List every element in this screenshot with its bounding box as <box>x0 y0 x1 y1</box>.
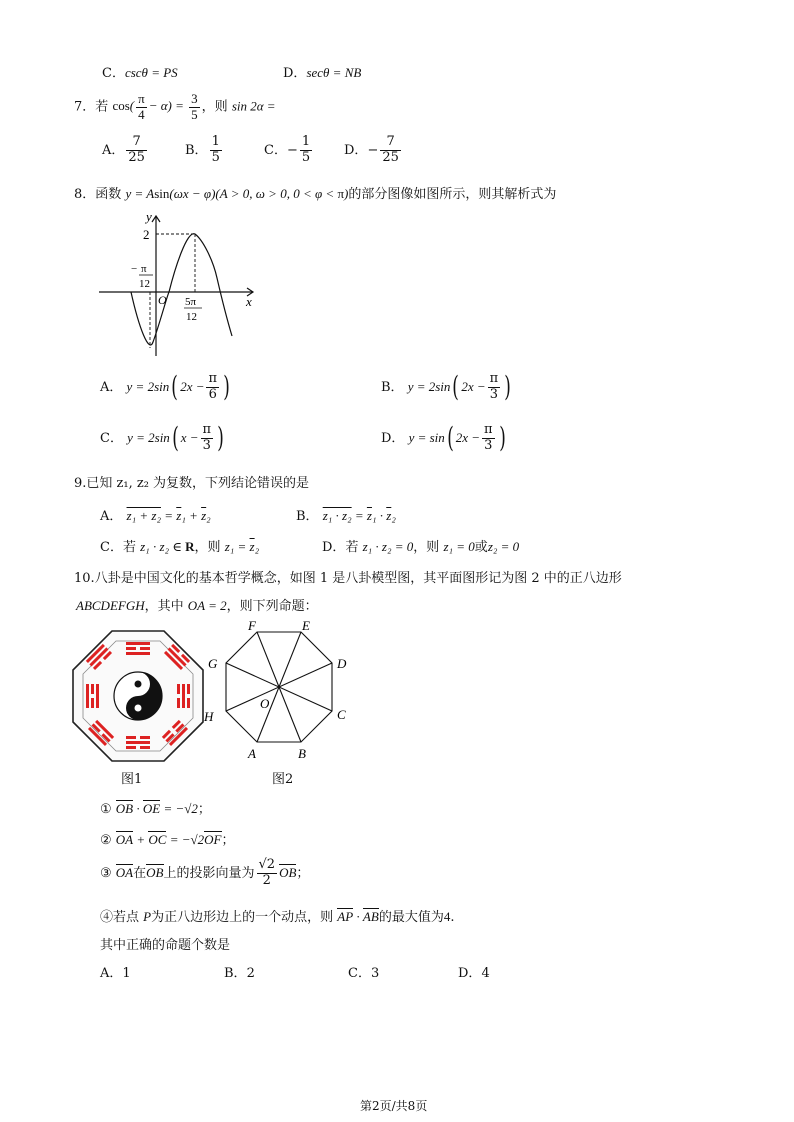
yin-yang-icon <box>114 672 162 720</box>
q9-option-d: D．若 z₁ · z₂ = 0，则 z₁ = 0或z₂ = 0 <box>322 539 520 555</box>
q10-option-d: D．4 <box>458 966 490 981</box>
q10-stem-line1: 10.八卦是中国文化的基本哲学概念，如图 1 是八卦模型图，其平面图形记为图 2 中的正八边形 <box>74 571 622 586</box>
q8-option-c: C． y = 2sin( x − $\frac{\pi}{3}$ ) <box>100 421 224 455</box>
q10-stem-line2: ABCDEFGH，其中 OA = 2，则下列命题： <box>76 598 318 614</box>
q10-option-b: B．2 <box>224 966 255 981</box>
right-tick-den: 12 <box>186 311 197 323</box>
left-tick-sign: − <box>131 263 138 275</box>
q9-option-c: C．若 z₁ · z₂ ∈ R，则 $z_1 = \overline{z}_2$ <box>100 539 260 555</box>
q9-option-b: B． $z_1 \cdot z_2 = \overline{z}_1 \cdot \overline{z}_2$ <box>296 508 396 524</box>
vertex-f: F <box>248 618 256 633</box>
y-axis-label: y <box>146 209 152 224</box>
octagon-figure <box>200 616 360 768</box>
amplitude-label: 2 <box>143 227 150 242</box>
q7-option-c: C．− $\frac{1}{5}$ <box>264 134 311 165</box>
vertex-b: B <box>298 746 306 761</box>
vertex-e: E <box>302 618 310 633</box>
q8-sine-graph <box>95 208 265 358</box>
q10-option-a: A．1 <box>100 966 131 981</box>
q6-option-d: D．secθ = NB <box>283 65 362 81</box>
vertex-c: C <box>337 707 346 722</box>
vertex-a: A <box>248 746 256 761</box>
vertex-d: D <box>337 656 347 671</box>
figure-1-caption: 图1 <box>121 772 143 787</box>
q6-option-c: C．cscθ = PS <box>102 65 178 81</box>
x-axis-label: x <box>246 294 252 309</box>
left-tick-num: π <box>141 263 147 275</box>
q9-option-a: A． $z_1 + z_2 = \overline{z}_1 + \overline{z}_2$ <box>100 508 211 524</box>
bagua-figure <box>70 628 206 764</box>
left-tick-den: 12 <box>139 278 150 290</box>
figure-2-caption: 图2 <box>272 772 294 787</box>
q7-option-d: D．− $\frac{7}{25}$ <box>344 134 399 165</box>
q10-option-c: C．3 <box>348 966 380 981</box>
vertex-g: G <box>208 656 218 671</box>
right-tick-num: 5π <box>185 296 197 308</box>
q10-ask: 其中正确的命题个数是 <box>100 938 231 953</box>
q8-option-d: D． y = sin( 2x − $\frac{\pi}{3}$ ) <box>381 421 506 455</box>
q8-option-b: B． y = 2sin( 2x − $\frac{\pi}{3}$ ) <box>381 370 511 404</box>
q8-stem: 8．函数 y = Asin(ωx − φ)(A > 0, ω > 0, 0 < φ < π)的部分图像如图所示，则其解析式为 <box>74 186 557 202</box>
page-footer: 第2页/共8页 <box>360 1099 428 1113</box>
q10-prop-2: ② OA + OC = −√2OF； <box>100 832 235 848</box>
vertex-h: H <box>204 709 214 724</box>
q7-stem: 7．若 cos( $\frac{\pi}{4}$ − α) = $\frac{3}{5}$ ，则 sin 2α = <box>74 91 276 122</box>
q10-prop-1: ① OB · OE = −√2； <box>100 801 211 817</box>
q10-prop-4: ④若点 P为正八边形边上的一个动点，则 AP · AB的最大值为4. <box>100 909 455 925</box>
center-o: O <box>260 696 270 711</box>
origin-label: O <box>158 293 167 307</box>
q7-option-b: B． $\frac{1}{5}$ <box>185 134 220 165</box>
q8-option-a: A． y = 2sin( 2x − $\frac{\pi}{6}$ ) <box>100 370 230 404</box>
q9-stem: 9.已知 z₁, z₂ 为复数，下列结论错误的是 <box>74 476 310 491</box>
q7-option-a: A． $\frac{7}{25}$ <box>102 134 145 165</box>
q10-prop-3: ③ OA在OB上的投影向量为 $\frac{√2}{2}$ OB； <box>100 857 310 888</box>
